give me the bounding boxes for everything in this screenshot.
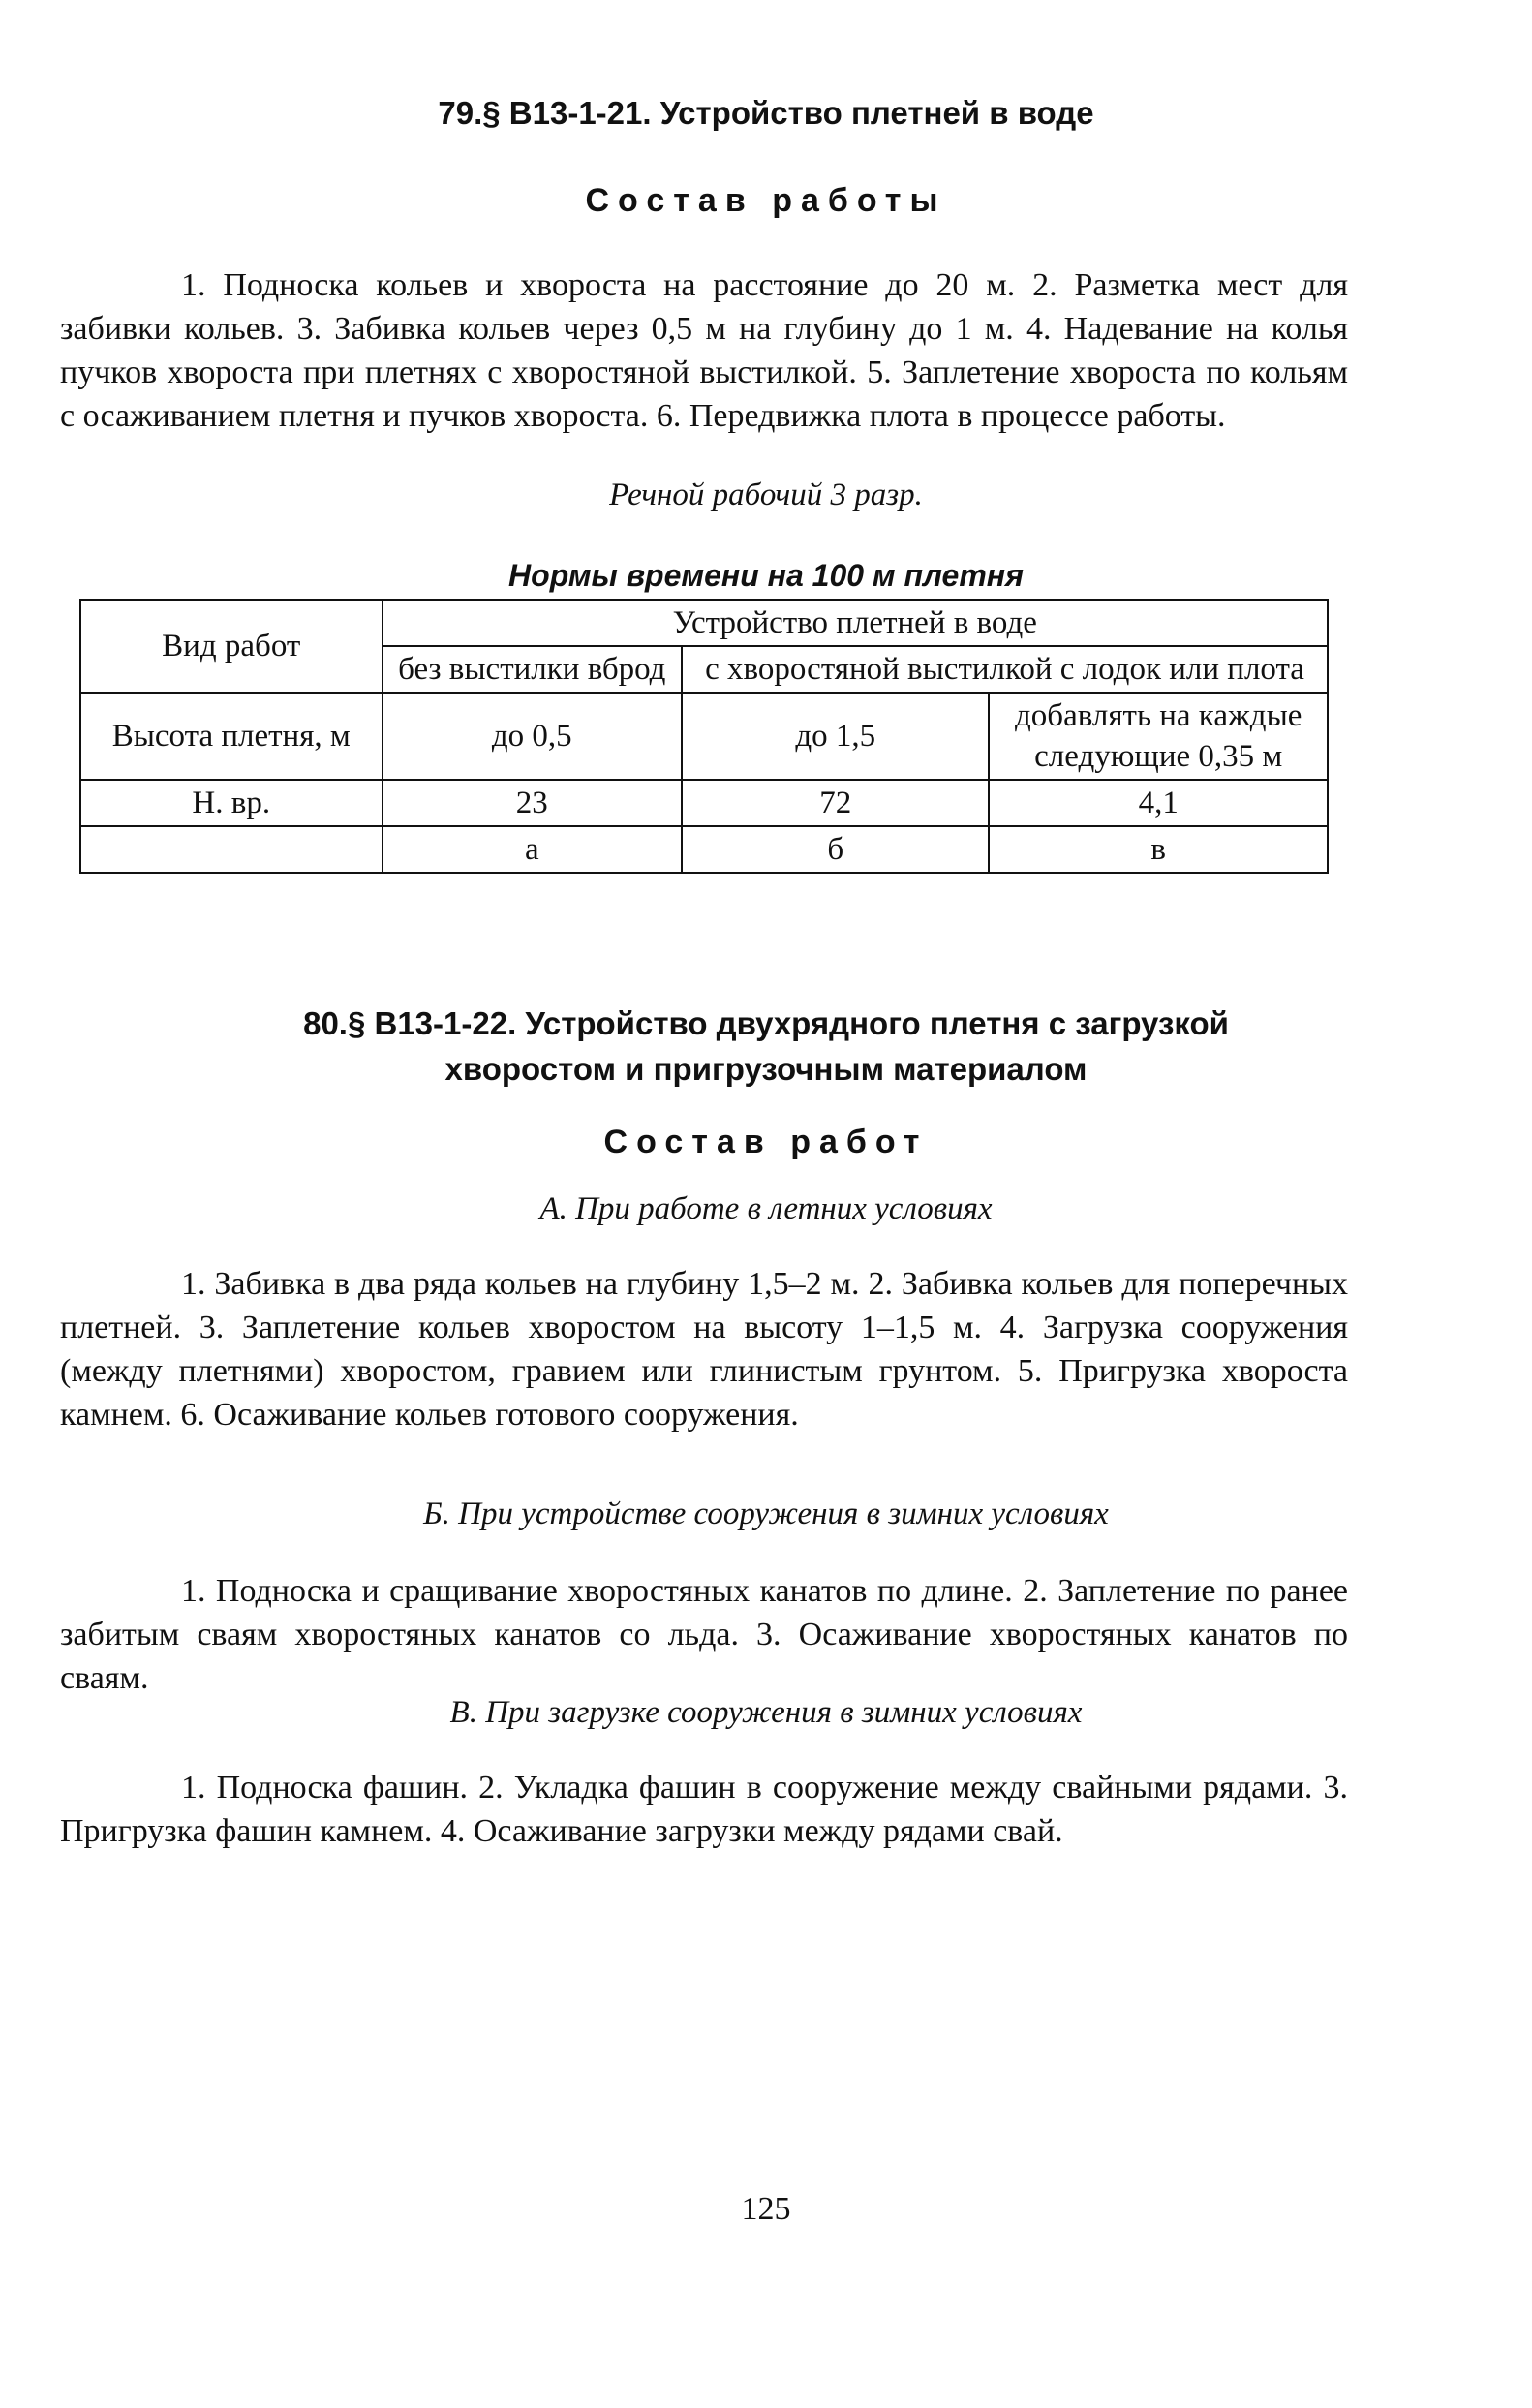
cell-height-a: до 0,5 xyxy=(383,693,683,780)
table-row xyxy=(80,600,1328,646)
norms-table xyxy=(79,599,1329,874)
section-80-text-v: 1. Подноска фашин. 2. Укладка фашин в сооружение между свайными рядами. 3. Пригрузка фашин камнем. 4. Осаживание загрузки между рядами свай. xyxy=(60,1770,1348,1849)
section-80-text-b: 1. Подноска и сращивание хворостяных канатов по длине. 2. Заплетение по ранее забитым сваям хворостяных канатов со льда. 3. Осаживание хворостяных канатов по сваям. xyxy=(60,1573,1348,1696)
subheading-v: В. При загрузке сооружения в зимних условиях xyxy=(449,1695,1083,1730)
section-80-composition-heading: Состав работ xyxy=(603,1124,929,1160)
section-79-text-block xyxy=(60,263,1348,438)
section-80-title-line1: 80.§ В13-1-22. Устройство двухрядного плетня с загрузкой xyxy=(303,1005,1229,1041)
header-group: Устройство плетней в воде xyxy=(383,600,1329,646)
table-row xyxy=(80,826,1328,873)
worker-grade: Речной рабочий 3 разр. xyxy=(609,478,923,512)
cell-index-a: а xyxy=(383,826,683,873)
header-height: Высота плетня, м xyxy=(80,693,383,780)
section-79-text: 1. Подноска кольев и хвороста на расстояние до 20 м. 2. Разметка мест для забивки кольев. 3. Забивка кольев через 0,5 м на глубину до 1 м. 4. Надевание на колья пучков хвороста при плетнях с хворостяной выстилкой. 5. Заплетение хвороста по кольям с осаживанием плетня и пучков хвороста. 6. Передвижка плота в процессе работы. xyxy=(60,267,1348,434)
header-norm: Н. вр. xyxy=(80,780,383,826)
section-79-title: 79.§ В13-1-21. Устройство плетней в воде xyxy=(438,95,1094,131)
subheading-a: А. При работе в летних условиях xyxy=(539,1191,993,1226)
cell-norm-b: 72 xyxy=(682,780,989,826)
header-work-type: Вид работ xyxy=(80,600,383,693)
cell-norm-c: 4,1 xyxy=(989,780,1328,826)
subheading-b: Б. При устройстве сооружения в зимних условиях xyxy=(423,1497,1109,1531)
section-80-text-b-block xyxy=(60,1569,1348,1700)
cell-index-c: в xyxy=(989,826,1328,873)
section-80-title-line2: хворостом и пригрузочным материалом xyxy=(444,1051,1088,1087)
header-blank xyxy=(80,826,383,873)
section-80-text-a: 1. Забивка в два ряда кольев на глубину 1,5–2 м. 2. Забивка кольев для поперечных плетней. 3. Заплетение кольев хворостом на высоту 1–1,5 м. 4. Загрузка сооружения (между плетнями) хворостом, гравием или глинистым грунтом. 5. Пригрузка хвороста камнем. 6. Осаживание кольев готового сооружения. xyxy=(60,1266,1348,1433)
header-with-lining: с хворостяной выстилкой с лодок или плота xyxy=(682,646,1328,693)
table-row xyxy=(80,780,1328,826)
table-title: Нормы времени на 100 м плетня xyxy=(508,558,1024,593)
table-row xyxy=(80,693,1328,780)
section-80-title xyxy=(0,1001,1532,1092)
cell-norm-a: 23 xyxy=(383,780,683,826)
section-79-composition-heading: Состав работы xyxy=(585,182,947,219)
cell-height-c: добавлять на каждые следующие 0,35 м xyxy=(989,693,1328,780)
page-number: 125 xyxy=(741,2191,791,2227)
section-80-text-v-block xyxy=(60,1766,1348,1853)
header-no-lining: без выстилки вброд xyxy=(383,646,683,693)
section-80-text-a-block xyxy=(60,1262,1348,1436)
cell-index-b: б xyxy=(682,826,989,873)
cell-height-b: до 1,5 xyxy=(682,693,989,780)
